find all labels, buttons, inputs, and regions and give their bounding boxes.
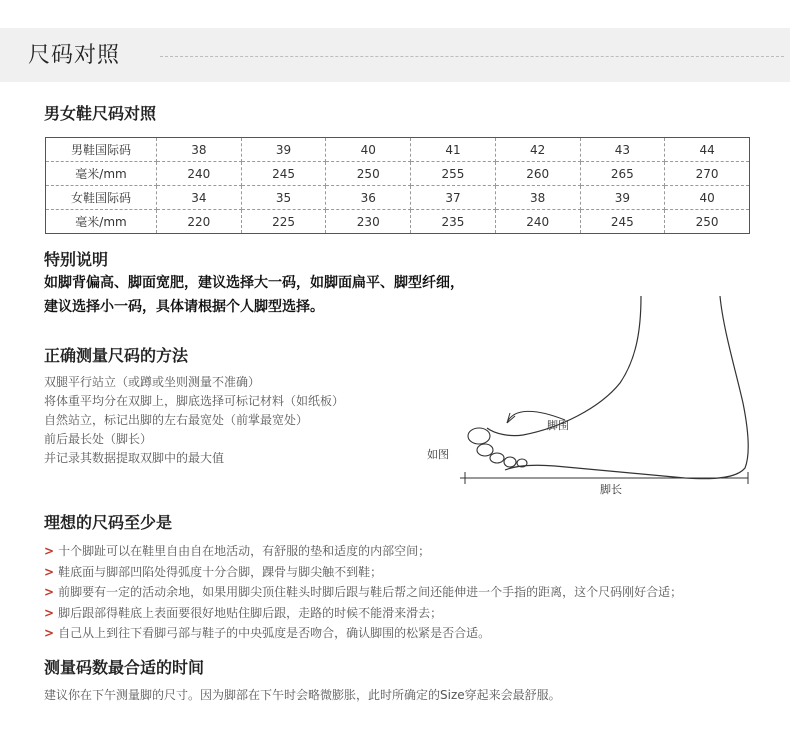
foot-outline [487,296,641,436]
table-cell: 265 [580,162,665,186]
special-note-body [44,271,464,319]
bullet-arrow-icon: > [44,605,55,620]
toe-shape [504,457,516,467]
row-label: 女鞋国际码 [46,186,157,210]
girth-label: 脚围 [547,419,569,432]
foot-diagram [415,288,760,507]
list-item [44,603,682,624]
table-cell: 41 [411,138,496,162]
special-note-line: 如脚背偏高、脚面宽肥，建议选择大一码，如脚面扁平、脚型纤细， [44,275,464,291]
table-cell: 240 [157,162,242,186]
table-cell: 245 [241,162,326,186]
bullet-arrow-icon: > [44,544,55,558]
toe-shape [468,428,490,444]
list-item [44,582,682,603]
table-cell: 39 [241,138,326,162]
table-cell: 38 [157,138,242,162]
table-cell: 35 [241,186,326,210]
table-cell: 37 [411,186,496,210]
toe-shape [477,444,493,456]
table-row [46,162,750,186]
table-cell: 260 [495,162,580,186]
bullet-arrow-icon: > [44,564,55,579]
list-item-text: 自己从上到往下看脚弓部与鞋子的中央弧度是否吻合，确认脚围的松紧是否合适。 [58,626,491,640]
measure-method-title: 正确测量尺码的方法 [44,346,189,365]
table-cell: 220 [157,210,242,234]
list-item [44,562,682,583]
table-row [46,186,750,210]
measure-step: 并记录其数据提取双脚中的最大值 [44,451,225,465]
list-item-text: 鞋底面与脚部凹陷处得弧度十分合脚，踝骨与脚尖触不到鞋； [58,564,383,579]
list-item-text: 前脚要有一定的活动余地，如果用脚尖顶住鞋头时脚后跟与鞋后帮之间还能伸进一个手指的距离，这个尺码刚好合适； [58,585,683,599]
ideal-size-title: 理想的尺码至少是 [44,513,173,532]
table-cell: 42 [495,138,580,162]
table-cell: 36 [326,186,411,210]
bullet-arrow-icon: > [44,585,55,599]
table-cell: 270 [665,162,750,186]
measure-step: 将体重平均分在双脚上，脚底选择可标记材料（如纸板） [44,394,345,408]
table-cell: 44 [665,138,750,162]
list-item [44,541,682,562]
table-cell: 38 [495,186,580,210]
table-cell: 240 [495,210,580,234]
bullet-arrow-icon: > [44,626,55,640]
measure-step: 自然站立，标记出脚的左右最宽处（前掌最宽处） [44,413,309,427]
length-label: 脚长 [600,483,622,496]
list-item-text: 十个脚趾可以在鞋里自由自在地活动，有舒服的垫和适度的内部空间； [58,544,431,558]
list-item [44,623,682,644]
table-cell: 235 [411,210,496,234]
header-divider [160,56,784,57]
measure-method-list [44,373,344,468]
table-cell: 39 [580,186,665,210]
table-row [46,138,750,162]
table-cell: 230 [326,210,411,234]
row-label: 毫米/mm [46,210,157,234]
example-label: 如图 [427,448,449,461]
best-time-title: 测量码数最合适的时间 [44,658,205,677]
special-note-line: 建议选择小一码，具体请根据个人脚型选择。 [44,299,324,315]
page-title: 尺码对照 [28,43,121,68]
size-table [45,137,750,234]
table-cell: 255 [411,162,496,186]
toe-shape [490,453,504,463]
table-cell: 40 [665,186,750,210]
table-row [46,210,750,234]
measure-step: 双腿平行站立（或蹲或坐则测量不准确） [44,375,261,389]
table-cell: 40 [326,138,411,162]
row-label: 毫米/mm [46,162,157,186]
table-cell: 43 [580,138,665,162]
size-section-title: 男女鞋尺码对照 [44,104,157,123]
table-cell: 225 [241,210,326,234]
table-cell: 250 [665,210,750,234]
ideal-size-list [44,541,682,644]
table-cell: 250 [326,162,411,186]
table-cell: 34 [157,186,242,210]
row-label: 男鞋国际码 [46,138,157,162]
list-item-text: 脚后跟部得鞋底上表面要很好地贴住脚后跟，走路的时候不能滑来滑去； [58,605,443,620]
measure-step: 前后最长处（脚长） [44,432,153,446]
heel-outline [505,296,748,479]
table-cell: 245 [580,210,665,234]
best-time-body: 建议你在下午测量脚的尺寸。因为脚部在下午时会略微膨胀，此时所确定的Size穿起来会最舒服。 [44,688,561,702]
special-note-title: 特别说明 [44,250,109,269]
